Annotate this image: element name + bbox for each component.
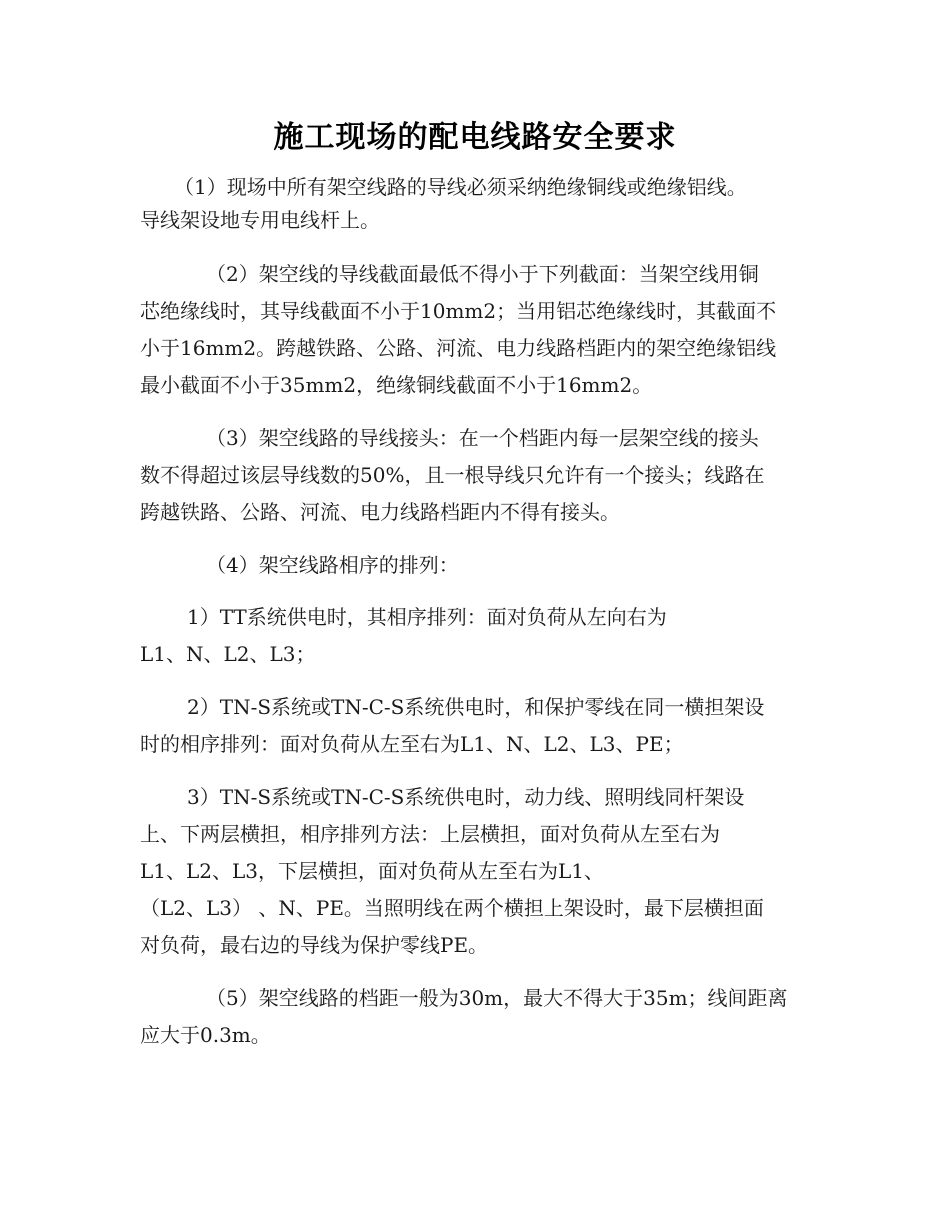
paragraph-2-line-1: （2）架空线的导线截面最低不得小于下列截面：当架空线用铜 bbox=[206, 262, 759, 286]
item-3-line-5: 对负荷，最右边的导线为保护零线PE。 bbox=[140, 933, 489, 957]
paragraph-4-line-1: （4）架空线路相序的排列： bbox=[206, 553, 459, 577]
item-3-line-1: 3）TN-S系统或TN-C-S系统供电时，动力线、照明线同杆架设 bbox=[187, 785, 745, 809]
page-title: 施工现场的配电线路安全要求 bbox=[273, 120, 677, 155]
item-1-line-1: 1）TT系统供电时，其相序排列：面对负荷从左向右为 bbox=[187, 605, 667, 629]
paragraph-3-line-3: 跨越铁路、公路、河流、电力线路档距内不得有接头。 bbox=[140, 500, 620, 524]
paragraph-2-line-3: 小于16mm2。跨越铁路、公路、河流、电力线路档距内的架空绝缘铝线 bbox=[140, 336, 777, 360]
paragraph-1-line-1: （1）现场中所有架空线路的导线必须采纳绝缘铜线或绝缘铝线。 bbox=[174, 175, 747, 199]
paragraph-5-line-1: （5）架空线路的档距一般为30m，最大不得大于35m；线间距离 bbox=[206, 986, 788, 1010]
paragraph-3-line-1: （3）架空线路的导线接头：在一个档距内每一层架空线的接头 bbox=[206, 426, 759, 450]
item-1-line-2: L1、N、L2、L3； bbox=[140, 642, 316, 666]
item-2-line-1: 2）TN-S系统或TN-C-S系统供电时，和保护零线在同一横担架设 bbox=[187, 695, 765, 719]
item-3-line-3: L1、L2、L3，下层横担，面对负荷从左至右为L1、 bbox=[140, 859, 605, 883]
paragraph-1-line-2: 导线架设地专用电线杆上。 bbox=[140, 208, 380, 232]
item-2-line-2: 时的相序排列：面对负荷从左至右为L1、N、L2、L3、PE； bbox=[140, 732, 684, 756]
paragraph-5-line-2: 应大于0.3m。 bbox=[140, 1023, 271, 1047]
paragraph-3-line-2: 数不得超过该层导线数的50%，且一根导线只允许有一个接头；线路在 bbox=[140, 463, 765, 487]
item-3-line-2: 上、下两层横担，相序排列方法：上层横担，面对负荷从左至右为 bbox=[140, 822, 720, 846]
paragraph-2-line-2: 芯绝缘线时，其导线截面不小于10mm2；当用铝芯绝缘线时，其截面不 bbox=[140, 299, 777, 323]
paragraph-2-line-4: 最小截面不小于35mm2，绝缘铜线截面不小于16mm2。 bbox=[140, 373, 653, 397]
item-3-line-4: （L2、L3） 、N、PE。当照明线在两个横担上架设时，最下层横担面 bbox=[140, 896, 764, 920]
